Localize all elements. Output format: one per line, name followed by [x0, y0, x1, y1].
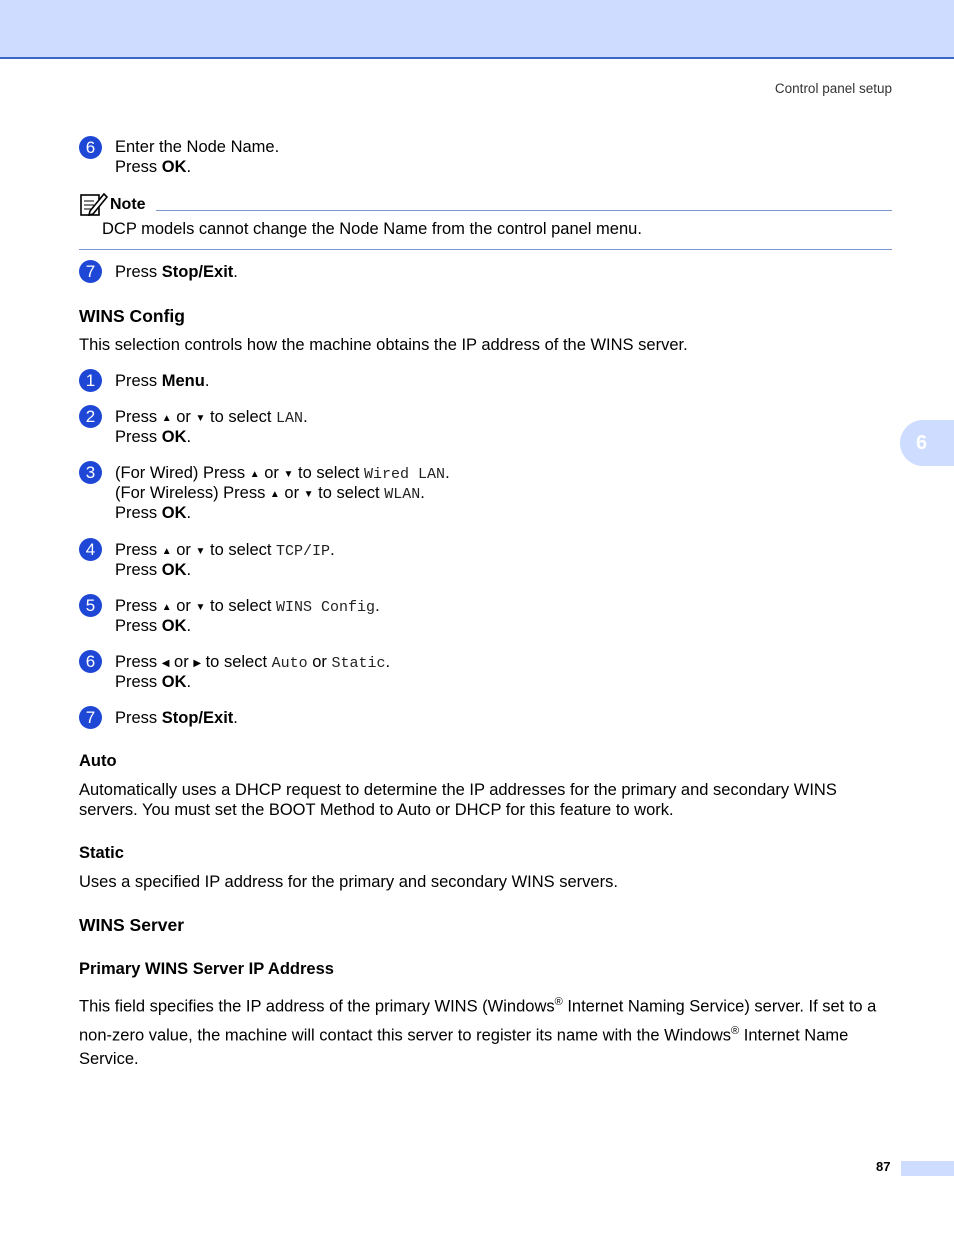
up-arrow-icon: ▲	[161, 602, 172, 613]
menu-value: LAN	[276, 410, 304, 427]
down-arrow-icon: ▼	[195, 602, 206, 613]
step-number-badge: 6	[79, 650, 102, 673]
menu-value: WLAN	[384, 486, 421, 503]
menu-value: WINS Config	[276, 599, 376, 616]
note-bottom-divider	[79, 249, 892, 250]
static-description: Uses a specified IP address for the primary and secondary WINS servers.	[79, 873, 618, 891]
note-label: Note	[110, 196, 146, 213]
stop-exit-key: Stop/Exit	[161, 263, 234, 281]
subheading-static: Static	[79, 844, 124, 862]
up-arrow-icon: ▲	[269, 489, 280, 500]
down-arrow-icon: ▼	[195, 546, 206, 557]
up-arrow-icon: ▲	[249, 469, 260, 480]
menu-value: Wired LAN	[364, 466, 446, 483]
primary-wins-description: This field specifies the IP address of the primary WINS (Windows® Internet Naming Service) server. If set to a non-zero value, the machine will contact this server to register its name with the Windows® Internet Name Service.	[79, 996, 877, 1068]
wins-config-intro: This selection controls how the machine obtains the IP address of the WINS server.	[79, 336, 688, 354]
down-arrow-icon: ▼	[195, 413, 206, 424]
step-number-badge: 3	[79, 461, 102, 484]
step-number-badge: 7	[79, 706, 102, 729]
section-heading-wins-server: WINS Server	[79, 915, 185, 935]
up-arrow-icon: ▲	[161, 546, 172, 557]
page-number: 87	[876, 1159, 891, 1174]
ok-key: OK	[161, 561, 187, 579]
step-number-badge: 5	[79, 594, 102, 617]
note-text: DCP models cannot change the Node Name from the control panel menu.	[102, 220, 642, 238]
ok-key: OK	[161, 673, 187, 691]
menu-value: Auto	[271, 655, 308, 672]
subheading-auto: Auto	[79, 752, 117, 770]
chapter-tab: 6	[900, 420, 954, 466]
step-number-badge: 6	[79, 136, 102, 159]
note-divider	[156, 210, 892, 211]
step-number-badge: 7	[79, 260, 102, 283]
footer-tab	[901, 1161, 954, 1176]
section-heading-wins-config: WINS Config	[79, 306, 185, 326]
stop-exit-key: Stop/Exit	[161, 709, 234, 727]
auto-description: Automatically uses a DHCP request to determine the IP addresses for the primary and secondary WINS servers. You must set the BOOT Method to Auto or DHCP for this feature to work.	[79, 781, 837, 819]
subheading-primary-wins: Primary WINS Server IP Address	[79, 960, 334, 978]
note-pencil-icon	[80, 191, 108, 217]
registered-mark: ®	[731, 1024, 740, 1037]
right-arrow-icon: ▶	[193, 658, 202, 669]
left-arrow-icon: ◀	[161, 658, 170, 669]
menu-key: Menu	[161, 372, 205, 390]
ok-key: OK	[161, 617, 187, 635]
step-number-badge: 2	[79, 405, 102, 428]
down-arrow-icon: ▼	[283, 469, 294, 480]
header-band	[0, 0, 954, 59]
up-arrow-icon: ▲	[161, 413, 172, 424]
running-header: Control panel setup	[774, 81, 892, 96]
down-arrow-icon: ▼	[303, 489, 314, 500]
ok-key: OK	[161, 428, 187, 446]
ok-key: OK	[161, 504, 187, 522]
menu-value: Static	[331, 655, 386, 672]
ok-key: OK	[161, 158, 187, 176]
step-number-badge: 1	[79, 369, 102, 392]
menu-value: TCP/IP	[276, 543, 331, 560]
step-line: Enter the Node Name.	[115, 138, 280, 156]
step-number-badge: 4	[79, 538, 102, 561]
registered-mark: ®	[554, 996, 563, 1008]
